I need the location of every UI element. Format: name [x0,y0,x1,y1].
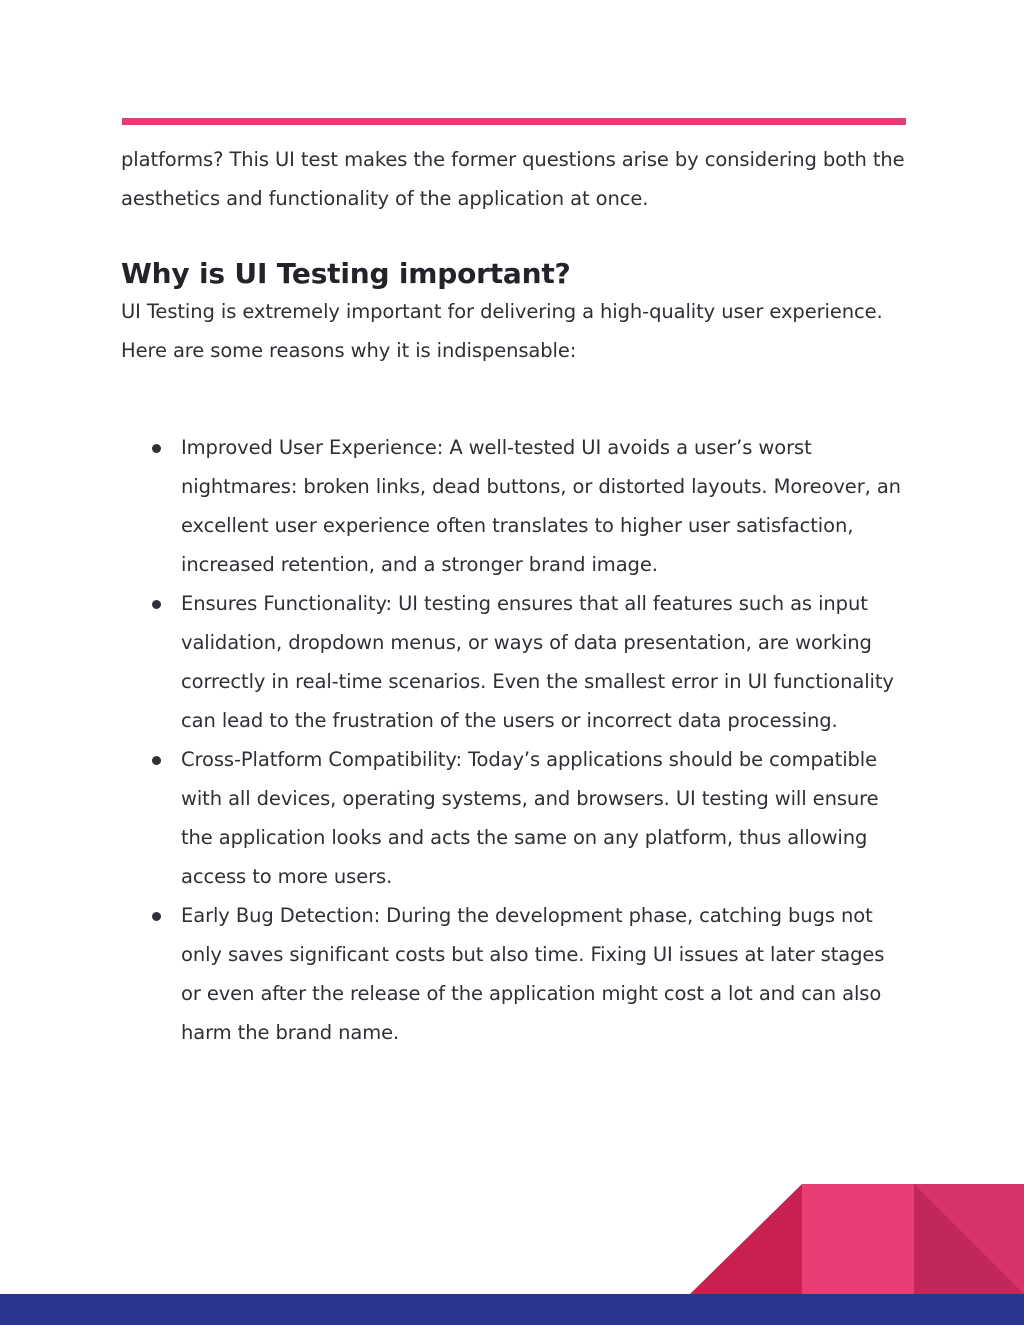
bullet-icon [152,444,161,453]
list-item [121,428,906,584]
list-item-text: Early Bug Detection: During the development phase, catching bugs not only saves significant costs but also time. Fixing UI issues at later stages or even after the release of the application might cost a lot and can also harm the brand name. [181,904,885,1044]
bullet-icon [152,600,161,609]
bullet-icon [152,912,161,921]
footer-band [0,1294,1024,1325]
list-item-text: Improved User Experience: A well-tested UI avoids a user’s worst nightmares: broken links, dead buttons, or distorted layouts. Moreover, an excellent user experience often translates to higher user satisfaction, increased retention, and a stronger brand image. [181,436,901,576]
list-item-text: Ensures Functionality: UI testing ensures that all features such as input validation, dropdown menus, or ways of data presentation, are working correctly in real-time scenarios. Even the smallest error in UI functionality can lead to the frustration of the users or incorrect data processing. [181,592,894,732]
reasons-list [121,428,906,1052]
top-accent-rule [122,118,906,125]
bullet-icon [152,756,161,765]
section-heading: Why is UI Testing important? [121,257,571,290]
list-item-text: Cross-Platform Compatibility: Today’s applications should be compatible with all devices, operating systems, and browsers. UI testing will ensure the application looks and acts the same on any platform, thus allowing access to more users. [181,748,879,888]
intro-paragraph: UI Testing is extremely important for delivering a high-quality user experience. Here are some reasons why it is indispensable: [121,300,883,362]
footer-decoration [690,1184,1024,1294]
document-body [121,140,906,1052]
continuation-paragraph: platforms? This UI test makes the former questions arise by considering both the aesthetics and functionality of the application at once. [121,148,905,210]
list-item [121,896,906,1052]
list-item [121,584,906,740]
list-item [121,740,906,896]
